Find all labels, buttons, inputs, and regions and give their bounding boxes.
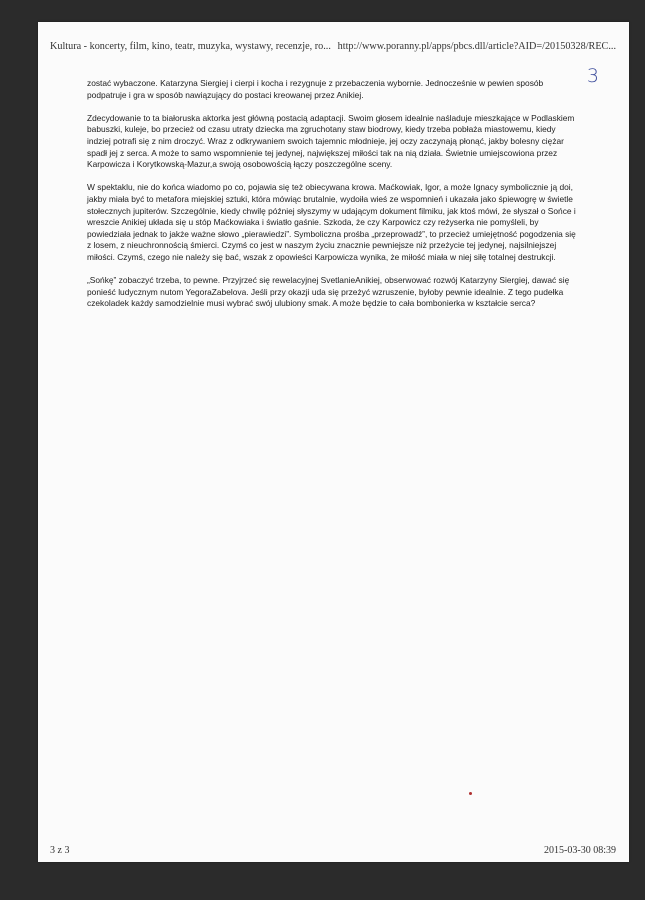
handwritten-page-number: 3 [586, 65, 599, 87]
ink-dot-mark [469, 792, 472, 795]
paragraph-2: Zdecydowanie to ta białoruska aktorka jest główną postacią adaptacji. Swoim głosem idealnie naśladuje mieszkające w Podlaskiem babuszki, kuleje, bo przecież od czasu utraty dziecka ma zgruchotany staw biodrowy, kiedy trzeba pobłaża miastowemu, kiedy indziej potrafi się z nim droczyć. Wraz z odkrywaniem swoich tajemnic młodnieje, jej oczy zaczynają płonąć, jakby bolesny ciężar spadł jej z serca. A może to samo wspomnienie tej jedynej, największej miłości tak na nią działa. Świetnie umiejscowiona przez Karpowicza i Korytkowską-Mazur,a swoją osobowością łączy poszczególne sceny. [87, 112, 575, 170]
paragraph-3: W spektaklu, nie do końca wiadomo po co, pojawia się też obiecywana krowa. Maćkowiak, Igor, a może Ignacy symbolicznie ją doi, jakby miała być to metafora miejskiej sztuki, która mówiąc brutalnie, wydoiła wieś ze wspomnień i ukazała jako śpiewogrę w świetle stołecznych jupiterów. Szczególnie, kiedy chwilę później słyszymy w udającym dokument filmiku, jak ktoś mówi, że słyszał o Sońce i wreszcie Anikiej układa się u stóp Maćkowiaka i światło gaśnie. Szkoda, że czy Karpowicz czy reżyserka nie pomyśleli, by powiedziała jednak to jakże ważne słowo „pierawiedzi”. Symboliczna prośba „przeprowadź”, to przecież umiejętność pogodzenia się z losem, z nieuchronnością śmierci. Czymś co jest w naszym życiu znacznie pewniejsze niż przeżycie tej jedynej, najsilniejszej miłości. Czymś, czego nie należy się bać, wszak z opowieści Karpowicza wynika, że miłość miała w niej siłę totalnej destrukcji. [87, 182, 576, 262]
article-body [87, 78, 579, 321]
paragraph-1: zostać wybaczone. Katarzyna Siergiej i cierpi i kocha i rezygnuje z przebaczenia wybornie. Jednocześnie w pewien sposób podpatruje i gra w sposób nawiązujący do postaci kreowanej przez Anikiej. [87, 78, 544, 100]
footer-print-date: 2015-03-30 08:39 [544, 845, 616, 856]
footer-page-count: 3 z 3 [50, 845, 70, 856]
paragraph-4: „Sońkę” zobaczyć trzeba, to pewne. Przyjrzeć się rewelacyjnej SvetlanieAnikiej, obserwować rozwój Katarzyny Siergiej, dawać się ponieść ludycznym nutom YegoraZabelova. Jeśli przy okazji uda się przeżyć wzruszenie, byłoby pewnie idealnie. Z tego pudełka czekoladek każdy samodzielnie musi wybrać swój ulubiony smak. A może będzie to cała bombonierka w kształcie serca? [87, 275, 570, 309]
document-page [38, 22, 629, 862]
header-page-title: Kultura - koncerty, film, kino, teatr, muzyka, wystawy, recenzje, ro... [50, 41, 331, 52]
header-url: http://www.poranny.pl/apps/pbcs.dll/article?AID=/20150328/REC... [337, 41, 616, 52]
